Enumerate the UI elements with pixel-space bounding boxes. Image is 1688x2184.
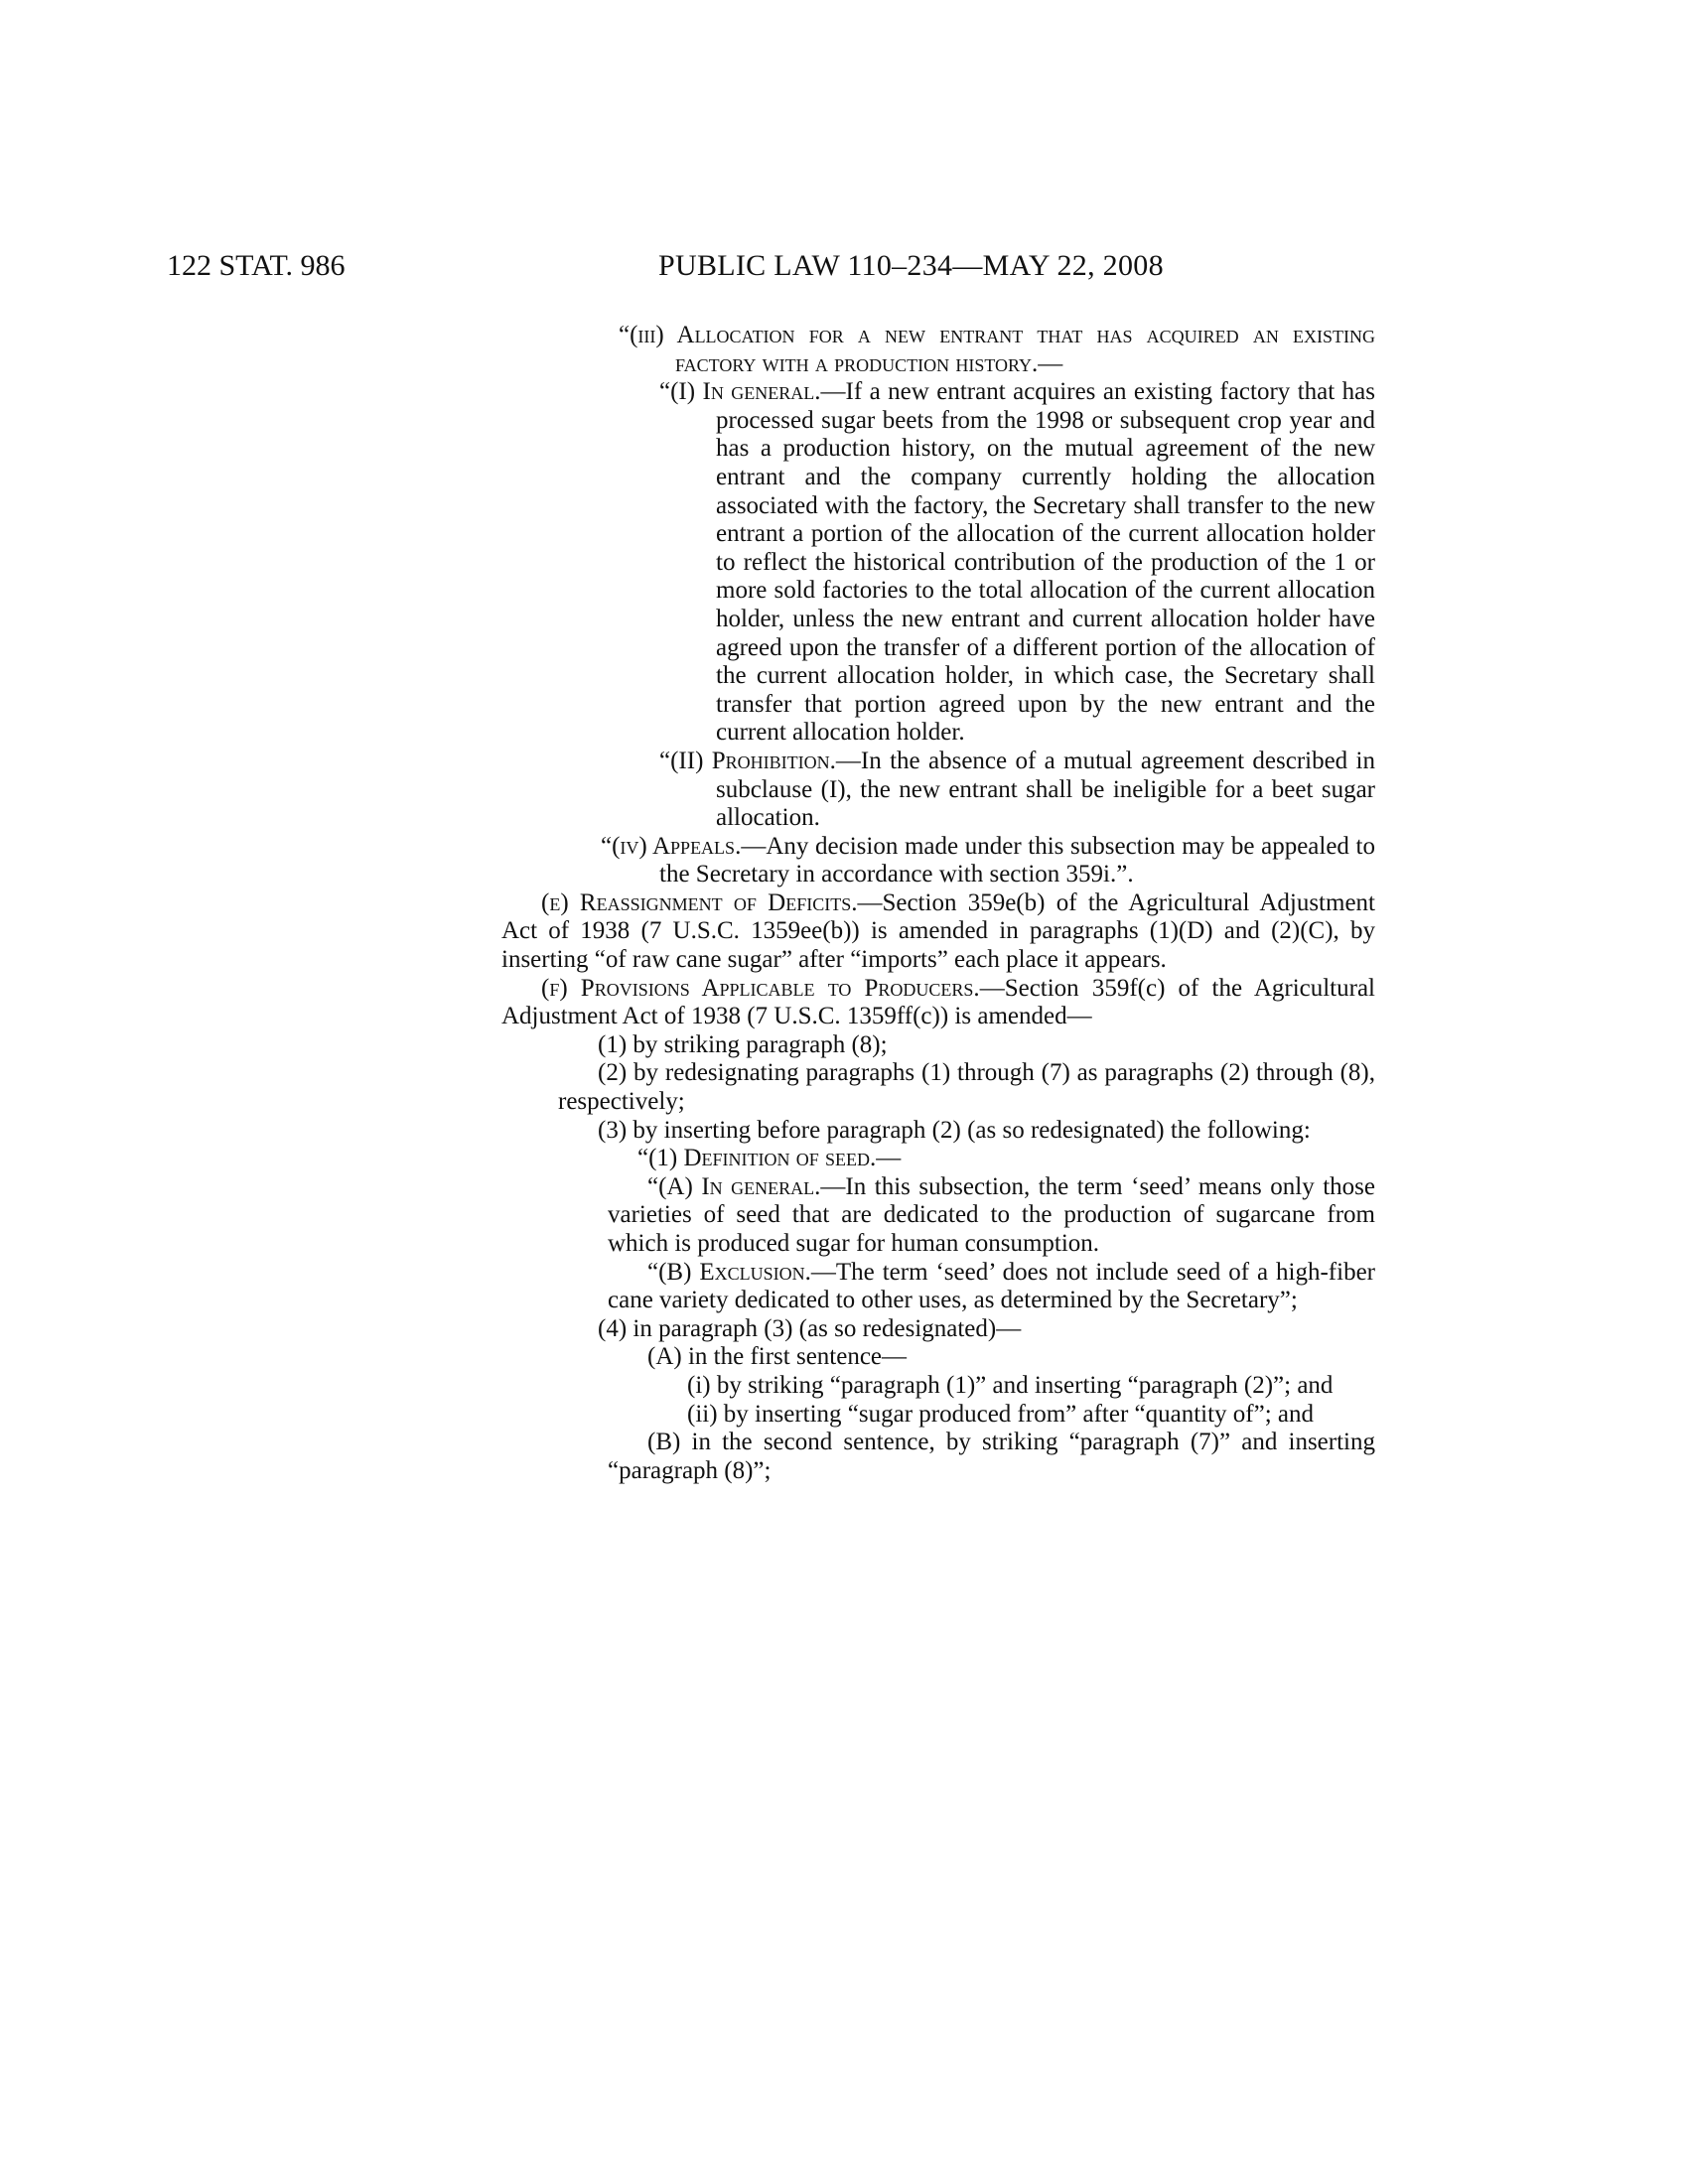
page-header [0,246,1688,286]
subparagraph-A-text: —In this subsection, the term ‘seed’ means only those varieties of seed that are dedicated to the production of sugarcane from which is produced sugar for human consumption. [608,1172,1375,1257]
subsection-f-text: —Section 359f(c) of the Agricultural Adjustment Act of 1938 (7 U.S.C. 1359ff(c)) is amended— [501,974,1375,1030]
subsection-e [501,889,1375,975]
paragraph-f1: (1) by striking paragraph (8); [598,1030,888,1058]
subsection-f-heading: (f) Provisions Applicable to Producers. [541,974,980,1002]
paragraph-f4: (4) in paragraph (3) (as so redesignated)— [598,1314,1022,1342]
definition-of-seed-dash: — [876,1145,902,1172]
statute-text [501,322,1375,1485]
subsection-f [501,975,1375,1031]
paragraph-f2: (2) by redesignating paragraphs (1) through (7) as paragraphs (2) through (8), respectively; [558,1059,1375,1116]
running-title: PUBLIC LAW 110–234—MAY 22, 2008 [658,249,1164,282]
clause-iv [601,832,1375,889]
definition-of-seed-heading: “(1) Definition of seed. [637,1145,877,1172]
paragraph-f4-A: (A) in the first sentence— [647,1343,908,1371]
definition-of-seed [598,1145,1375,1173]
subclause-II-text: —In the absence of a mutual agreement described in subclause (I), the new entrant shall be ineligible for a beet sugar allocation. [716,747,1375,832]
subparagraph-B [608,1259,1375,1315]
subparagraph-B-heading: “(B) Exclusion. [647,1258,811,1286]
clause-iii-heading: “(iii) Allocation for a new entrant that has acquired an existing factory with a production history.— [619,322,1375,377]
subparagraph-A-heading: “(A) In general. [647,1172,821,1200]
subclause-I-text: —If a new entrant acquires an existing factory that has processed sugar beets from the 1998 or subsequent crop year and has a production history, on the mutual agreement of the new entrant and the company currently holding the allocation associated with the factory, the Secretary shall transfer to the new entrant a portion of the allocation of the current allocation holder to reflect the historical contribution of the production of the 1 or more sold factories to the total allocation of the current allocation holder, unless the new entrant and current allocation holder have agreed upon the transfer of a different portion of the allocation of the current allocation holder, in which case, the Secretary shall transfer that portion agreed upon by the new entrant and the current allocation holder. [716,378,1375,747]
subclause-I [659,378,1375,748]
subclause-II [659,747,1375,833]
paragraph-f4-B: (B) in the second sentence, by striking “paragraph (7)” and inserting “paragraph (8)”; [608,1429,1375,1484]
paragraph-f4-A-i: (i) by striking “paragraph (1)” and inserting “paragraph (2)”; and [687,1371,1334,1399]
subparagraph-B-text: —The term ‘seed’ does not include seed of a high-fiber cane variety dedicated to other uses, as determined by the Secretary”; [608,1258,1375,1314]
subparagraph-A [608,1173,1375,1259]
clause-iv-text: —Any decision made under this subsection may be appealed to the Secretary in accordance with section 359i.”. [659,832,1375,888]
clause-iv-heading: “(iv) Appeals. [601,832,742,860]
subclause-II-heading: “(II) Prohibition. [659,747,836,774]
paragraph-f4-A-ii: (ii) by inserting “sugar produced from” after “quantity of”; and [687,1400,1315,1428]
subsection-e-heading: (e) Reassignment of Deficits. [541,888,858,916]
stat-page-reference: 122 STAT. 986 [167,249,346,282]
paragraph-f3: (3) by inserting before paragraph (2) (as so redesignated) the following: [598,1116,1311,1144]
subclause-I-heading: “(I) In general. [659,378,821,406]
subsection-e-text: —Section 359e(b) of the Agricultural Adjustment Act of 1938 (7 U.S.C. 1359ee(b)) is amended in paragraphs (1)(D) and (2)(C), by inserting “of raw cane sugar” after “imports” each place it appears. [501,888,1375,974]
